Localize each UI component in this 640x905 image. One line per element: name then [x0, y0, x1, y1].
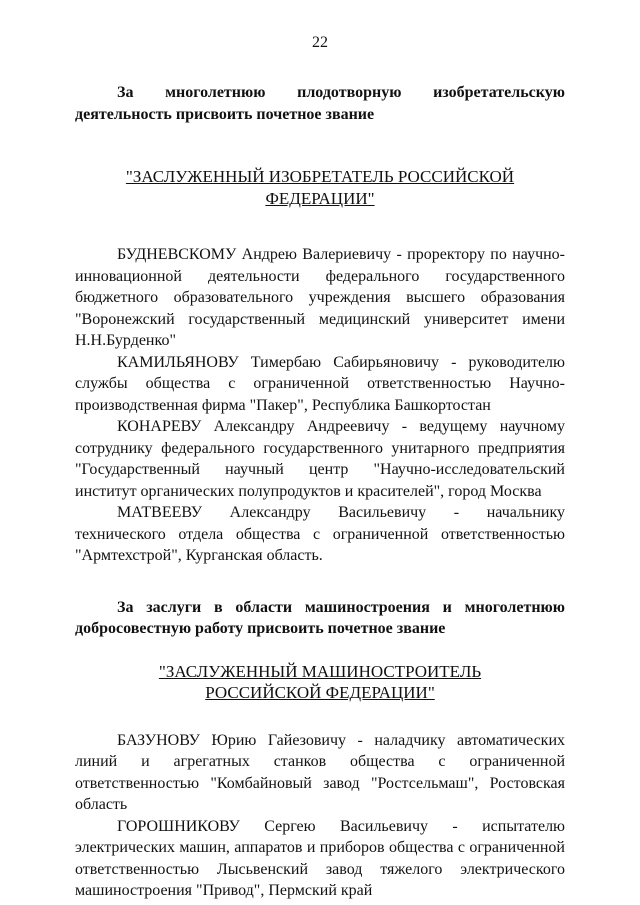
nominee-entry: КОНАРЕВУ Александру Андреевичу - ведущему научному сотруднику федерального государственного унитарного предприятия "Государственный научный центр "Научно-исследовательский институт органических полупродуктов и красителей", город Москва [75, 418, 565, 500]
nominee-list-machine-builder [75, 730, 565, 902]
nominee-entry: ГОРОШНИКОВУ Сергею Васильевичу - испытателю электрических машин, аппаратов и приборов общества с ограниченной ответственностью Лысьвенский завод тяжелого электрического машиностроения "Привод", Пермский край [75, 817, 565, 899]
award-title-line: РОССИЙСКОЙ ФЕДЕРАЦИИ" [205, 683, 435, 702]
page-number: 22 [312, 34, 328, 51]
section-heading-inventor: За многолетнюю плодотворную изобретательскую деятельность присвоить почетное звание [75, 84, 565, 123]
section-heading-machine-builder: За заслуги в области машиностроения и многолетнюю добросовестную работу присвоить почетное звание [75, 598, 565, 637]
nominee-entry: КАМИЛЬЯНОВУ Тимербаю Сабирьяновичу - руководителю службы общества с ограниченной ответственностью Научно-производственная фирма "Пакер", Республика Башкортостан [75, 353, 565, 414]
nominee-entry: БАЗУНОВУ Юрию Гайезовичу - наладчику автоматических линий и агрегатных станков общества с ограниченной ответственностью "Комбайновый завод "Ростсельмаш", Ростовская область [75, 731, 565, 813]
document-body [75, 82, 565, 902]
nominee-entry: БУДНЕВСКОМУ Андрею Валериевичу - проректору по научно-инновационной деятельности федерального государственного бюджетного образовательного учреждения высшего образования "Воронежский государственный медицинский университет имени Н.Н.Бурденко" [75, 246, 565, 349]
nominee-entry: МАТВЕЕВУ Александру Васильевичу - начальнику технического отдела общества с ограниченной ответственностью "Армтехстрой", Курганская область. [75, 504, 565, 564]
nominee-list-inventor [75, 244, 565, 567]
award-title-inventor: "ЗАСЛУЖЕННЫЙ ИЗОБРЕТАТЕЛЬ РОССИЙСКОЙ ФЕДЕРАЦИИ" [125, 167, 515, 208]
award-title-machine-builder [75, 661, 565, 704]
award-title-line: "ЗАСЛУЖЕННЫЙ МАШИНОСТРОИТЕЛЬ [158, 661, 482, 681]
